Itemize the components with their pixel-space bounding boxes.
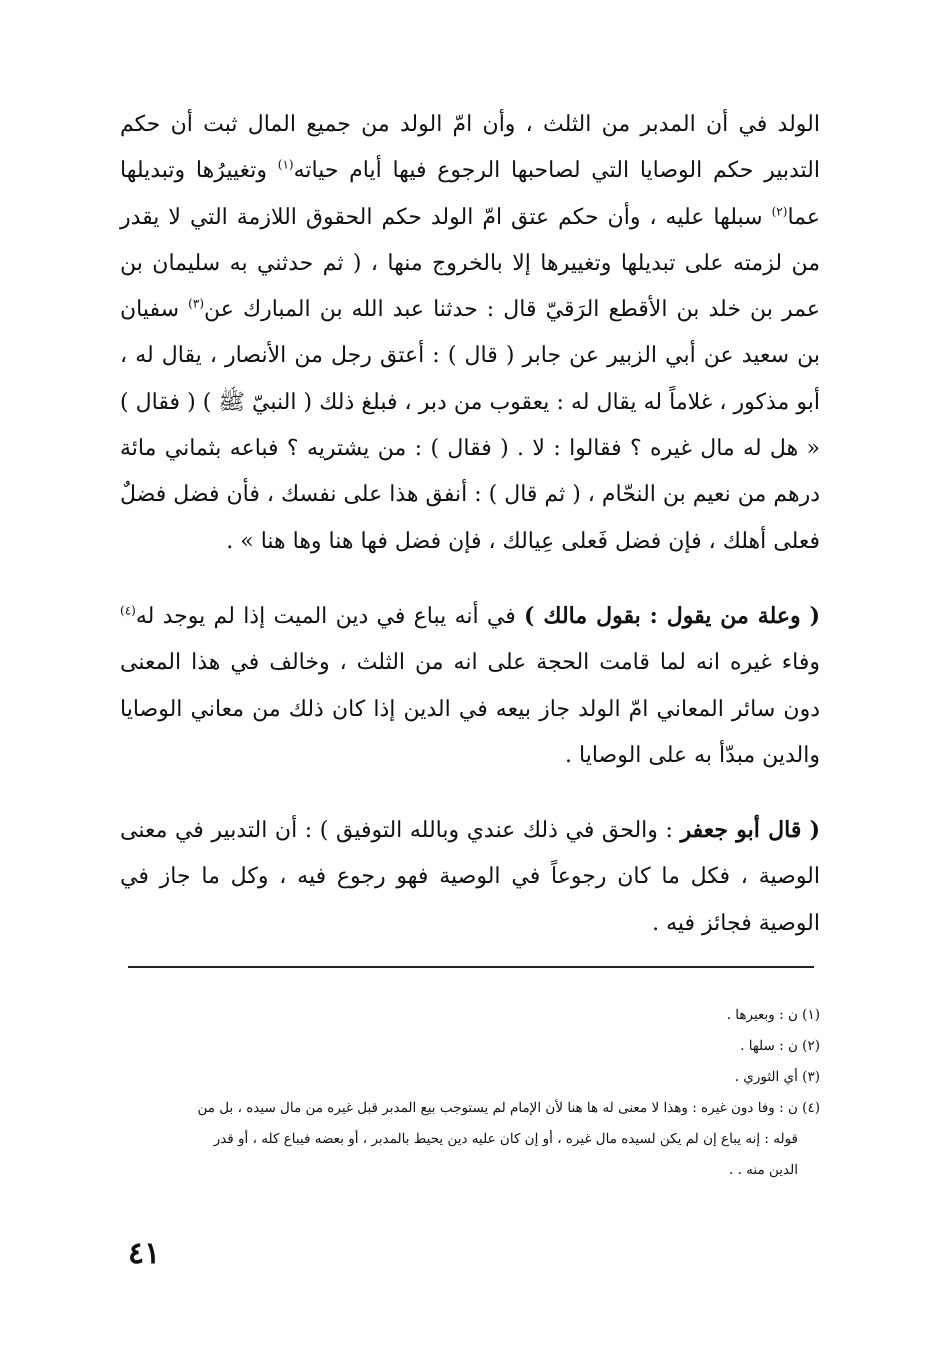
footnote-number: (٤) (802, 1100, 820, 1116)
footnote-text-continued: الدين منه . . (729, 1162, 798, 1178)
footnote-4 (120, 1093, 820, 1186)
bold-heading-run: ( وعلة من يقول : بقول مالك ) (524, 602, 820, 629)
paragraph-3 (120, 807, 820, 947)
text-run: سفيان بن سعيد عن أبي الزبير عن جابر ( قال ) : أعتق رجل من الأنصار ، يقال له ، أبو مذكور ، غلاماً له يقال له : يعقوب من دبر ، فبلغ ذلك ( النبيّ ﷺ ) ( فقال ) « هل له مال غيره ؟ فقالوا : لا . ( فقال ) : من يشتريه ؟ فباعه بثماني مائة درهم من نعيم بن النحّام ، ( ثم قال ) : أنفق هذا على نفسك ، فأن فضل فضلٌ فعلى أهلك ، فإن فضل فَعلى عِيالك ، فإن فضل فها هنا وها هنا » . (120, 297, 821, 554)
text-run: الولد في أن المدبر من الثلث ، وأن امّ الولد من جميع المال ثبت أن حكم التدبير حكم الوصايا التي لصاحبها الرجوع فيها أيام حياته (120, 112, 820, 184)
footnote-number: (٢) (802, 1038, 820, 1054)
footnote-divider (128, 966, 814, 968)
text-run: وفاء غيره انه لما قامت الحجة على انه من الثلث ، وخالف في هذا المعنى دون سائر المعاني امّ الولد جاز بيعه في الدين إذا كان ذلك من معاني الوصايا والدين مبدّأ به على الوصايا . (120, 650, 820, 768)
footnote-ref-1[interactable]: (١) (277, 157, 294, 172)
footnote-2 (120, 1031, 820, 1062)
page-number: ٤١ (128, 1236, 161, 1271)
footnote-text: ن : وفا دون غيره : وهذا لا معنى له ها هنا لأن الإمام لم يستوجب بيع المدبر قبل غيره من مال سيده ، بل من (197, 1100, 798, 1116)
text-run: سبلها عليه ، وأن حكم عتق امّ الولد حكم الحقوق اللازمة التي لا يقدر من لزمته على تبديلها وتغييرها إلا بالخروج منها ، ( ثم حدثني به سليمان بن عمر بن خلد بن الأقطع الرَقيّ قال : حدثنا عبد الله بن المبارك عن (120, 204, 820, 323)
footnote-text: ن : وبعيرها . (726, 1007, 798, 1023)
footnote-number: (٣) (802, 1069, 820, 1085)
footnote-ref-2[interactable]: (٢) (771, 204, 788, 219)
footnote-text: ن : سلها . (740, 1038, 798, 1054)
footnote-ref-4[interactable]: (٤) (120, 603, 136, 618)
text-run: في أنه يباع في دين الميت إذا لم يوجد له (135, 603, 525, 629)
footnote-number: (١) (802, 1007, 820, 1023)
text-run: وتغييرُها وتبديلها عما (120, 158, 820, 230)
paragraph-2 (120, 593, 820, 779)
footnote-text: أي الثوري . (734, 1069, 798, 1085)
bold-heading-run: ( قال أبو جعفر (680, 817, 821, 844)
footnote-text-continued: قوله : إنه يباع إن لم يكن لسيده مال غيره ، أو إن كان عليه دين يحيط بالمدبر ، أو بعضه فيباع كله ، أو قدر (213, 1131, 798, 1147)
main-text (120, 102, 820, 947)
paragraph-1 (120, 102, 820, 565)
footnote-ref-3[interactable]: (٣) (188, 296, 204, 311)
footnotes (120, 1000, 820, 1186)
text-run: : والحق في ذلك عندي وبالله التوفيق ) : أن التدبير في معنى الوصية ، فكل ما كان رجوعاً في الوصية فهو رجوع فيه ، وكل ما جاز في الوصية فجائز فيه . (120, 818, 820, 936)
footnote-1 (120, 1000, 820, 1031)
footnote-3 (120, 1062, 820, 1093)
